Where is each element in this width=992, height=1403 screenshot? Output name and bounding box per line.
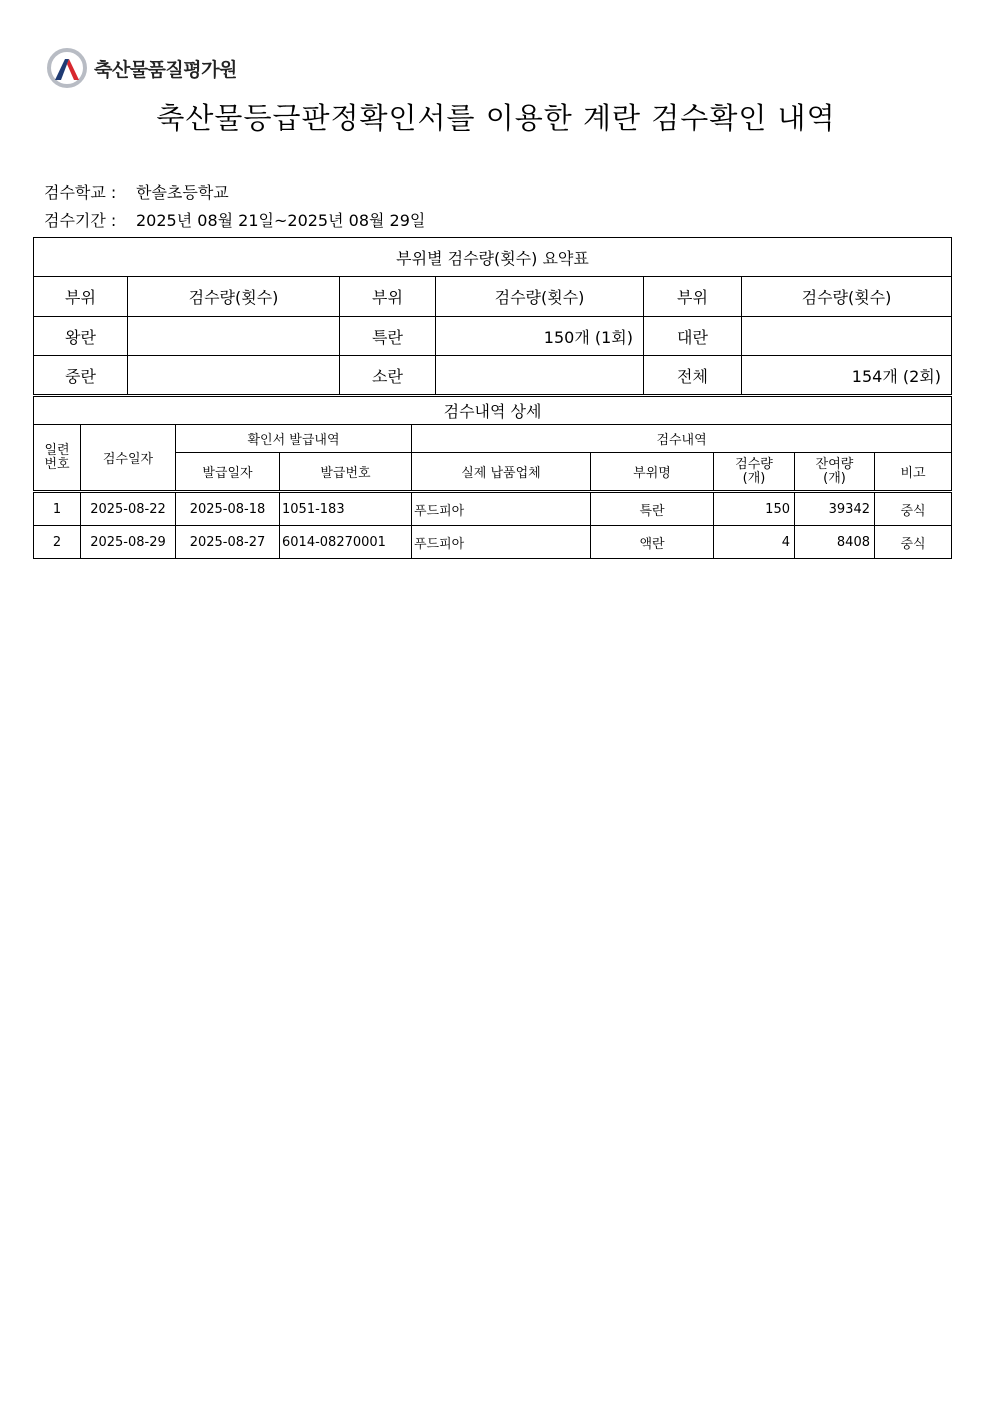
summary-header-part: 부위 — [644, 277, 742, 317]
summary-qty-cell — [128, 317, 340, 356]
summary-header-qty: 검수량(횟수) — [128, 277, 340, 317]
logo-navy-stroke — [55, 59, 69, 80]
header-cert-group: 확인서 발급내역 — [176, 425, 412, 453]
cell-issue-no: 6014-08270001 — [280, 526, 412, 559]
period-value: 2025년 08월 21일~2025년 08월 29일 — [136, 211, 426, 230]
period-label: 검수기간 : — [44, 211, 117, 230]
summary-caption: 부위별 검수량(횟수) 요약표 — [34, 238, 952, 277]
header-note: 비고 — [875, 453, 952, 492]
summary-qty-cell — [436, 356, 644, 395]
cell-issue-date: 2025-08-18 — [176, 492, 280, 526]
summary-part-cell: 대란 — [644, 317, 742, 356]
summary-header-qty: 검수량(횟수) — [436, 277, 644, 317]
cell-note: 중식 — [875, 526, 952, 559]
table-row — [34, 492, 952, 526]
cell-note: 중식 — [875, 492, 952, 526]
header-qty: 검수량 (개) — [714, 453, 795, 492]
cell-vendor: 푸드피아 — [412, 526, 591, 559]
summary-total-cell: 154개 (2회) — [742, 356, 952, 395]
cell-serial: 2 — [34, 526, 81, 559]
summary-part-cell: 왕란 — [34, 317, 128, 356]
org-logo — [46, 48, 237, 88]
header-inspect-group: 검수내역 — [412, 425, 952, 453]
summary-header-part: 부위 — [340, 277, 436, 317]
school-info — [44, 180, 229, 203]
header-inspect-date: 검수일자 — [81, 425, 176, 492]
detail-caption: 검수내역 상세 — [34, 397, 952, 425]
period-info — [44, 208, 425, 231]
summary-part-cell: 전체 — [644, 356, 742, 395]
header-issue-no: 발급번호 — [280, 453, 412, 492]
cell-inspect-date: 2025-08-29 — [81, 526, 176, 559]
cell-issue-date: 2025-08-27 — [176, 526, 280, 559]
org-name: 축산물품질평가원 — [94, 58, 237, 81]
header-serial: 일련 번호 — [34, 425, 81, 492]
summary-qty-cell — [128, 356, 340, 395]
logo-red-stroke — [67, 59, 79, 80]
summary-part-cell: 소란 — [340, 356, 436, 395]
cell-part: 액란 — [591, 526, 714, 559]
cell-vendor: 푸드피아 — [412, 492, 591, 526]
summary-part-cell: 중란 — [34, 356, 128, 395]
cell-inspect-date: 2025-08-22 — [81, 492, 176, 526]
summary-qty-cell: 150개 (1회) — [436, 317, 644, 356]
detail-table — [33, 396, 952, 559]
school-value: 한솔초등학교 — [136, 183, 229, 202]
cell-remain: 39342 — [795, 492, 875, 526]
org-logo-icon — [46, 47, 88, 89]
table-row — [34, 526, 952, 559]
cell-part: 특란 — [591, 492, 714, 526]
school-label: 검수학교 : — [44, 183, 117, 202]
summary-table — [33, 237, 952, 395]
header-issue-date: 발급일자 — [176, 453, 280, 492]
cell-issue-no: 1051-183 — [280, 492, 412, 526]
summary-part-cell: 특란 — [340, 317, 436, 356]
summary-header-part: 부위 — [34, 277, 128, 317]
summary-qty-cell — [742, 317, 952, 356]
cell-qty: 4 — [714, 526, 795, 559]
cell-serial: 1 — [34, 492, 81, 526]
header-remain: 잔여량 (개) — [795, 453, 875, 492]
document-title: 축산물등급판정확인서를 이용한 계란 검수확인 내역 — [156, 101, 836, 135]
summary-header-qty: 검수량(횟수) — [742, 277, 952, 317]
cell-qty: 150 — [714, 492, 795, 526]
header-part-name: 부위명 — [591, 453, 714, 492]
cell-remain: 8408 — [795, 526, 875, 559]
header-vendor: 실제 납품업체 — [412, 453, 591, 492]
